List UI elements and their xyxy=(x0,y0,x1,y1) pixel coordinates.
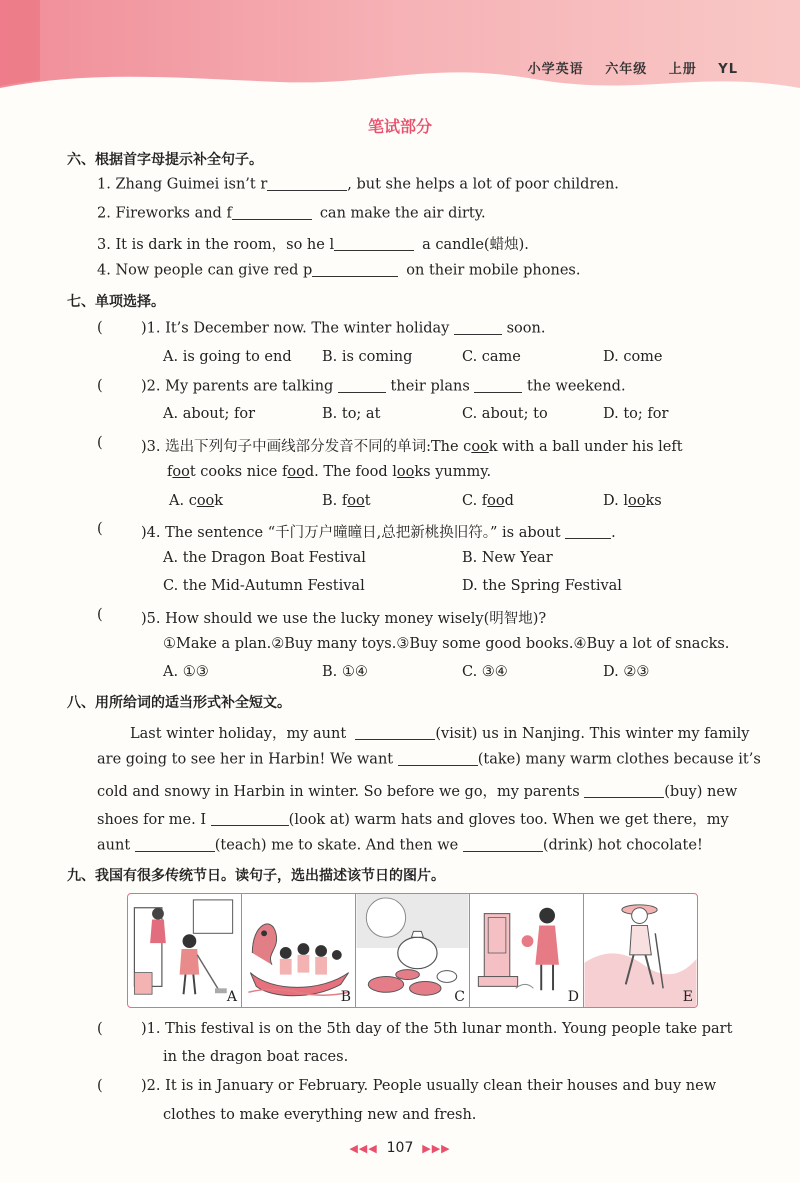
s8-l5-c: (drink) hot chocolate! xyxy=(542,837,703,854)
s8-l3-a: cold and snowy in Harbin in winter. So before we go，my parents xyxy=(97,784,580,800)
s9-q2-cont: clothes to make everything new and fresh. xyxy=(163,1107,477,1123)
s9-q1: )1. This festival is on the 5th day of the 5th lunar month. Young people take part xyxy=(141,1021,733,1037)
s7-q4-text: )4. The sentence “千门万户曈曈日,总把新桃换旧符。” is about xyxy=(141,525,561,541)
section-6-title: 六、根据首字母提示补全句子。 xyxy=(67,152,263,168)
section-9-title: 九、我国有很多传统节日。读句子，选出描述该节日的图片。 xyxy=(67,868,445,884)
s7-q1-end: soon. xyxy=(506,320,546,337)
left-arrows-icon: ◀◀◀ xyxy=(349,1142,378,1155)
s7-q4-opt-a[interactable]: A. the Dragon Boat Festival xyxy=(163,550,366,566)
s6-item-3 xyxy=(97,233,529,254)
s8-l1-a: Last winter holiday，my aunt xyxy=(130,726,347,742)
s7-q3-opt-c-2: d xyxy=(504,493,514,509)
s7-q1-opt-b[interactable]: B. is coming xyxy=(322,349,413,365)
s7-q3-opt-a-1: A. c xyxy=(169,493,197,509)
s7-q3-opt-d-1: D. l xyxy=(603,493,628,509)
festival-pictures xyxy=(127,893,698,1008)
header-banner xyxy=(0,0,800,95)
s7-q3-l2-b: t cooks nice f xyxy=(189,464,288,480)
mooncake-illustration xyxy=(356,894,469,1007)
s6-blank-3[interactable] xyxy=(334,237,414,252)
s6-item-4-end: on their mobile phones. xyxy=(406,262,581,279)
q1-answer-paren[interactable]: ( xyxy=(97,320,103,336)
s8-blank-teach[interactable] xyxy=(135,837,215,852)
s7-q3-opt-c-u: oo xyxy=(487,493,505,509)
s7-q3-opt-d[interactable] xyxy=(603,493,662,509)
s7-q2-text: )2. My parents are talking xyxy=(141,378,334,395)
picture-b[interactable] xyxy=(242,894,356,1007)
s7-q3-rest: k with a ball under his left xyxy=(488,439,683,455)
s7-q3-opt-b-1: B. f xyxy=(322,493,348,509)
tomb-sweeping-illustration xyxy=(470,894,583,1007)
s6-item-4 xyxy=(97,262,580,279)
s8-line-5 xyxy=(97,837,703,854)
page-title: 笔试部分 xyxy=(367,117,432,136)
s6-item-3-end: a candle(蜡烛). xyxy=(422,237,529,253)
hiking-illustration xyxy=(584,894,697,1007)
s8-l2-b: (take) many warm clothes because it’s xyxy=(477,751,761,768)
s8-l5-a: aunt xyxy=(97,837,131,854)
s7-q2-opt-b[interactable]: B. to; at xyxy=(322,406,381,422)
picture-c-label: C xyxy=(454,989,465,1005)
s6-blank-4[interactable] xyxy=(312,262,398,277)
s7-q2-blank-2[interactable] xyxy=(474,378,522,393)
right-arrows-icon: ▶▶▶ xyxy=(422,1142,451,1155)
picture-b-label: B xyxy=(340,989,351,1005)
s8-line-3 xyxy=(97,780,737,801)
s8-line-2 xyxy=(97,751,761,768)
s8-blank-look-at[interactable] xyxy=(211,812,289,827)
s7-q2 xyxy=(141,378,626,395)
s7-q2-opt-c[interactable]: C. about; to xyxy=(462,406,548,422)
page-footer xyxy=(0,1140,800,1156)
s8-blank-visit[interactable] xyxy=(355,726,435,741)
s7-q3-opt-d-u: oo xyxy=(627,493,646,509)
cleaning-house-illustration xyxy=(128,894,241,1007)
s8-l3-b: (buy) new xyxy=(664,784,738,800)
s8-l4-b: (look at) warm hats and gloves too. When we get there，my xyxy=(288,812,729,828)
s7-q3-l2-underline: oo xyxy=(172,464,190,480)
s7-q1-opt-d[interactable]: D. come xyxy=(603,349,663,365)
section-8-title: 八、用所给词的适当形式补全短文。 xyxy=(67,695,291,711)
s8-blank-take[interactable] xyxy=(398,751,478,766)
edition-label: YL xyxy=(718,62,738,77)
s8-l4-a: shoes for me. I xyxy=(97,812,207,828)
s7-q3-underline-1: oo xyxy=(471,439,489,455)
s7-q4-blank[interactable] xyxy=(565,525,611,540)
picture-a-label: A xyxy=(226,989,237,1005)
s7-q3-l2-underline-2: oo xyxy=(287,464,305,480)
s8-blank-buy[interactable] xyxy=(584,784,664,799)
s8-l5-b: (teach) me to skate. And then we xyxy=(214,837,459,854)
s7-q3-line2 xyxy=(167,464,491,480)
header-info xyxy=(512,58,738,77)
s7-q1-text: )1. It’s December now. The winter holiday xyxy=(141,320,450,337)
s7-q3-text: )3. 选出下列句子中画线部分发音不同的单词:The c xyxy=(141,439,472,455)
s7-q4 xyxy=(141,521,616,542)
s6-blank-1[interactable] xyxy=(267,176,347,191)
q4-answer-paren[interactable]: ( xyxy=(97,521,103,537)
s7-q3-opt-b[interactable] xyxy=(322,493,371,509)
dragon-boat-illustration xyxy=(242,894,355,1007)
s7-q1-opt-a[interactable]: A. is going to end xyxy=(163,349,292,365)
s7-q1-blank[interactable] xyxy=(454,320,502,335)
picture-e[interactable] xyxy=(584,894,697,1007)
s7-q5: )5. How should we use the lucky money wisely(明智地)? xyxy=(141,611,547,627)
s7-q3-opt-d-2: ks xyxy=(645,493,662,509)
s6-item-1-text: 1. Zhang Guimei isn’t r xyxy=(97,176,268,193)
s7-q4-opt-b[interactable]: B. New Year xyxy=(462,550,553,566)
s6-item-4-text: 4. Now people can give red p xyxy=(97,262,313,279)
picture-d[interactable] xyxy=(470,894,584,1007)
q2-answer-paren[interactable]: ( xyxy=(97,378,103,394)
picture-e-label: E xyxy=(682,989,693,1005)
volume-label: 上册 xyxy=(668,62,697,77)
s7-q1-opt-c[interactable]: C. came xyxy=(462,349,521,365)
s7-q3-l2-d: ks yummy. xyxy=(414,464,492,480)
picture-c[interactable] xyxy=(356,894,470,1007)
s7-q2-end: the weekend. xyxy=(527,378,626,395)
s6-blank-2[interactable] xyxy=(232,205,312,220)
s7-q5-opt-b[interactable]: B. ①④ xyxy=(322,664,368,680)
s8-l1-b: (visit) us in Nanjing. This winter my family xyxy=(435,726,750,742)
s6-item-3-text: 3. It is dark in the room，so he l xyxy=(97,237,335,253)
q3-answer-paren[interactable]: ( xyxy=(97,435,103,451)
s7-q1 xyxy=(141,320,545,337)
page-number: 107 xyxy=(386,1140,414,1156)
s7-q3-opt-a[interactable] xyxy=(169,493,223,509)
s7-q3-opt-a-2: k xyxy=(214,493,224,509)
s7-q3-opt-b-2: t xyxy=(364,493,371,509)
s8-l2-a: are going to see her in Harbin! We want xyxy=(97,751,394,768)
s6-item-2-end: can make the air dirty. xyxy=(319,205,486,222)
s7-q4-opt-c[interactable]: C. the Mid-Autumn Festival xyxy=(163,578,365,594)
picture-d-label: D xyxy=(567,989,579,1005)
grade-label: 六年级 xyxy=(605,62,648,77)
s7-q5-opt-c[interactable]: C. ③④ xyxy=(462,664,508,680)
s9-q2: )2. It is in January or February. People usually clean their houses and buy new xyxy=(141,1078,717,1094)
s7-q4-end: . xyxy=(611,525,616,541)
q5-answer-paren[interactable]: ( xyxy=(97,607,103,623)
s7-q2-mid: their plans xyxy=(390,378,470,395)
s6-item-2 xyxy=(97,205,486,222)
s7-q2-blank-1[interactable] xyxy=(338,378,386,393)
s8-line-4 xyxy=(97,808,729,829)
s8-blank-drink[interactable] xyxy=(463,837,543,852)
s7-q3 xyxy=(141,435,683,456)
s7-q3-l2-c: d. The food l xyxy=(304,464,397,480)
s7-q2-opt-a[interactable]: A. about; for xyxy=(163,406,256,422)
s7-q2-opt-d[interactable]: D. to; for xyxy=(603,406,669,422)
s6-item-2-text: 2. Fireworks and f xyxy=(97,205,232,222)
s9-q2-answer-paren[interactable]: ( xyxy=(97,1078,103,1094)
s7-q5-choices: ①Make a plan.②Buy many toys.③Buy some good books.④Buy a lot of snacks. xyxy=(163,636,730,652)
s7-q3-opt-c[interactable] xyxy=(462,493,514,509)
s7-q3-l2-a: f xyxy=(167,464,173,480)
s8-line-1 xyxy=(130,722,749,743)
subject-label: 小学英语 xyxy=(527,62,584,77)
s7-q3-l2-underline-3: oo xyxy=(396,464,415,480)
section-7-title: 七、单项选择。 xyxy=(67,294,165,310)
s7-q5-opt-d[interactable]: D. ②③ xyxy=(603,664,650,680)
s9-q1-answer-paren[interactable]: ( xyxy=(97,1021,103,1037)
s6-item-1-end: , but she helps a lot of poor children. xyxy=(347,176,619,193)
picture-a[interactable] xyxy=(128,894,242,1007)
s7-q3-opt-a-u: oo xyxy=(196,493,215,509)
s7-q5-opt-a[interactable]: A. ①③ xyxy=(163,664,209,680)
s9-q1-cont: in the dragon boat races. xyxy=(163,1049,349,1065)
s7-q4-opt-d[interactable]: D. the Spring Festival xyxy=(462,578,622,594)
s7-q3-opt-b-u: oo xyxy=(347,493,365,509)
s7-q3-opt-c-1: C. f xyxy=(462,493,488,509)
s6-item-1 xyxy=(97,176,619,193)
